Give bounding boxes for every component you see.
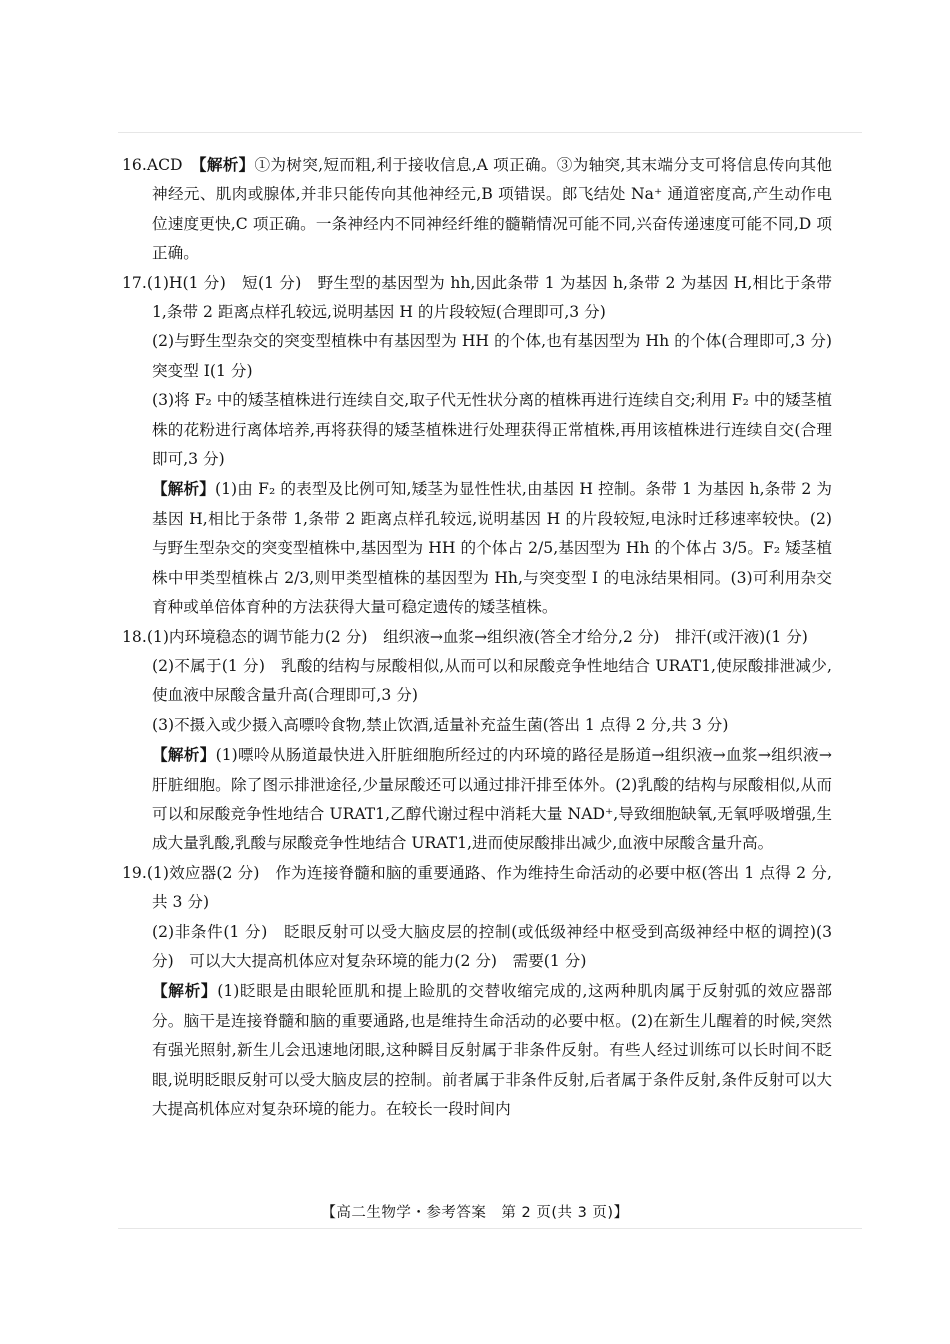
question-18 [122,623,832,859]
answer-part-2: (2)非条件(1 分) 眨眼反射可以受大脑皮层的控制(或低级神经中枢受到高级神经中枢的调控)(3 分) 可以大大提高机体应对复杂环境的能力(2 分) 需要(1 分) [152,922,832,970]
answer-part-1: (1)H(1 分) 短(1 分) 野生型的基因型为 hh,因此条带 1 为基因 h,条带 2 为基因 H,相比于条带 1,条带 2 距离点样孔较远,说明基因 H 的片段较短(合理即可,3 分) [146,273,832,322]
answer-part-2: (2)不属于(1 分) 乳酸的结构与尿酸相似,从而可以和尿酸竞争性地结合 URAT1,使尿酸排泄减少,使血液中尿酸含量升高(合理即可,3 分) [152,656,832,705]
answer-content [122,150,848,1124]
question-number: 16. [122,156,147,174]
question-19 [122,859,832,1125]
answer-choice: ACD [146,156,183,174]
question-number: 19. [122,863,147,882]
answer-part-1: (1)效应器(2 分) 作为连接脊髓和脑的重要通路、作为维持生命活动的必要中枢(答出 1 点得 2 分,共 3 分) [146,863,832,912]
answer-part-3: (3)不摄入或少摄入高嘌呤食物,禁止饮酒,适量补充益生菌(答出 1 点得 2 分,共 3 分) [152,715,729,734]
analysis-text: (1)眨眼是由眼轮匝肌和提上睑肌的交替收缩完成的,这两种肌肉属于反射弧的效应器部分。脑干是连接脊髓和脑的重要通路,也是维持生命活动的必要中枢。(2)在新生儿醒着的时候,突然有强光照射,新生儿会迅速地闭眼,这种瞬目反射属于非条件反射。有些人经过训练可以长时间不眨眼,说明眨眼反射可以受大脑皮层的控制。前者属于非条件反射,后者属于条件反射,条件反射可以大大提高机体应对复杂环境的能力。在较长一段时间内 [152,982,832,1118]
question-17 [122,269,848,623]
answer-part-1: (1)内环境稳态的调节能力(2 分) 组织液→血浆→组织液(答全才给分,2 分) 排汗(或汗液)(1 分) [146,627,808,646]
analysis-text: (1)由 F₂ 的表型及比例可知,矮茎为显性性状,由基因 H 控制。条带 1 为基因 h,条带 2 为基因 H,相比于条带 1,条带 2 距离点样孔较远,说明基因 H 的片段较短,电泳时迁移速率较快。(2)与野生型杂交的突变型植株中,基因型为 HH 的个体占 2/5,基因型为 Hh 的个体占 3/5。F₂ 矮茎植株中甲类型植株占 2/3,则甲类型植株的基因型为 Hh,与突变型 Ⅰ 的电泳结果相同。(3)可利用杂交育种或单倍体育种的方法获得大量可稳定遗传的矮茎植株。 [152,480,832,617]
answer-part-2: (2)与野生型杂交的突变型植株中有基因型为 HH 的个体,也有基因型为 Hh 的个体(合理即可,3 分) 突变型 Ⅰ(1 分) [152,332,848,380]
analysis-text: ①为树突,短而粗,利于接收信息,A 项正确。③为轴突,其末端分支可将信息传向其他神经元、肌肉或腺体,并非只能传向其他神经元,B 项错误。郎飞结处 Na⁺ 通道密度高,产生动作电位速度更快,C 项正确。一条神经内不同神经纤维的髓鞘情况可能不同,兴奋传递速度可能不同,D 项正确。 [152,156,832,263]
analysis-tag: 【解析】 [198,155,255,174]
question-number: 18. [122,627,147,646]
analysis-tag: 【解析】 [152,981,218,1001]
analysis-text: (1)嘌呤从肠道最快进入肝脏细胞所经过的内环境的路径是肠道→组织液→血浆→组织液→肝脏细胞。除了图示排泄途径,少量尿酸还可以通过排汗排至体外。(2)乳酸的结构与尿酸相似,从而可以和尿酸竞争性地结合 URAT1,乙醇代谢过程中消耗大量 NAD⁺,导致细胞缺氧,无氧呼吸增强,生成大量乳酸,乳酸与尿酸竞争性地结合 URAT1,进而使尿酸排出减少,血液中尿酸含量升高。 [152,746,832,853]
question-16 [122,150,832,269]
question-number: 17. [122,273,147,292]
answer-part-3: (3)将 F₂ 中的矮茎植株进行连续自交,取子代无性状分离的植株再进行连续自交;利用 F₂ 中的矮茎植株的花粉进行离体培养,再将获得的矮茎植株进行处理获得正常植株,再用该植株进行连续自交(合理即可,3 分) [152,391,832,469]
analysis-tag: 【解析】 [152,745,216,765]
page-footer: 【高二生物学・参考答案 第 2 页(共 3 页)】 [321,1205,629,1221]
analysis-tag: 【解析】 [152,479,216,499]
